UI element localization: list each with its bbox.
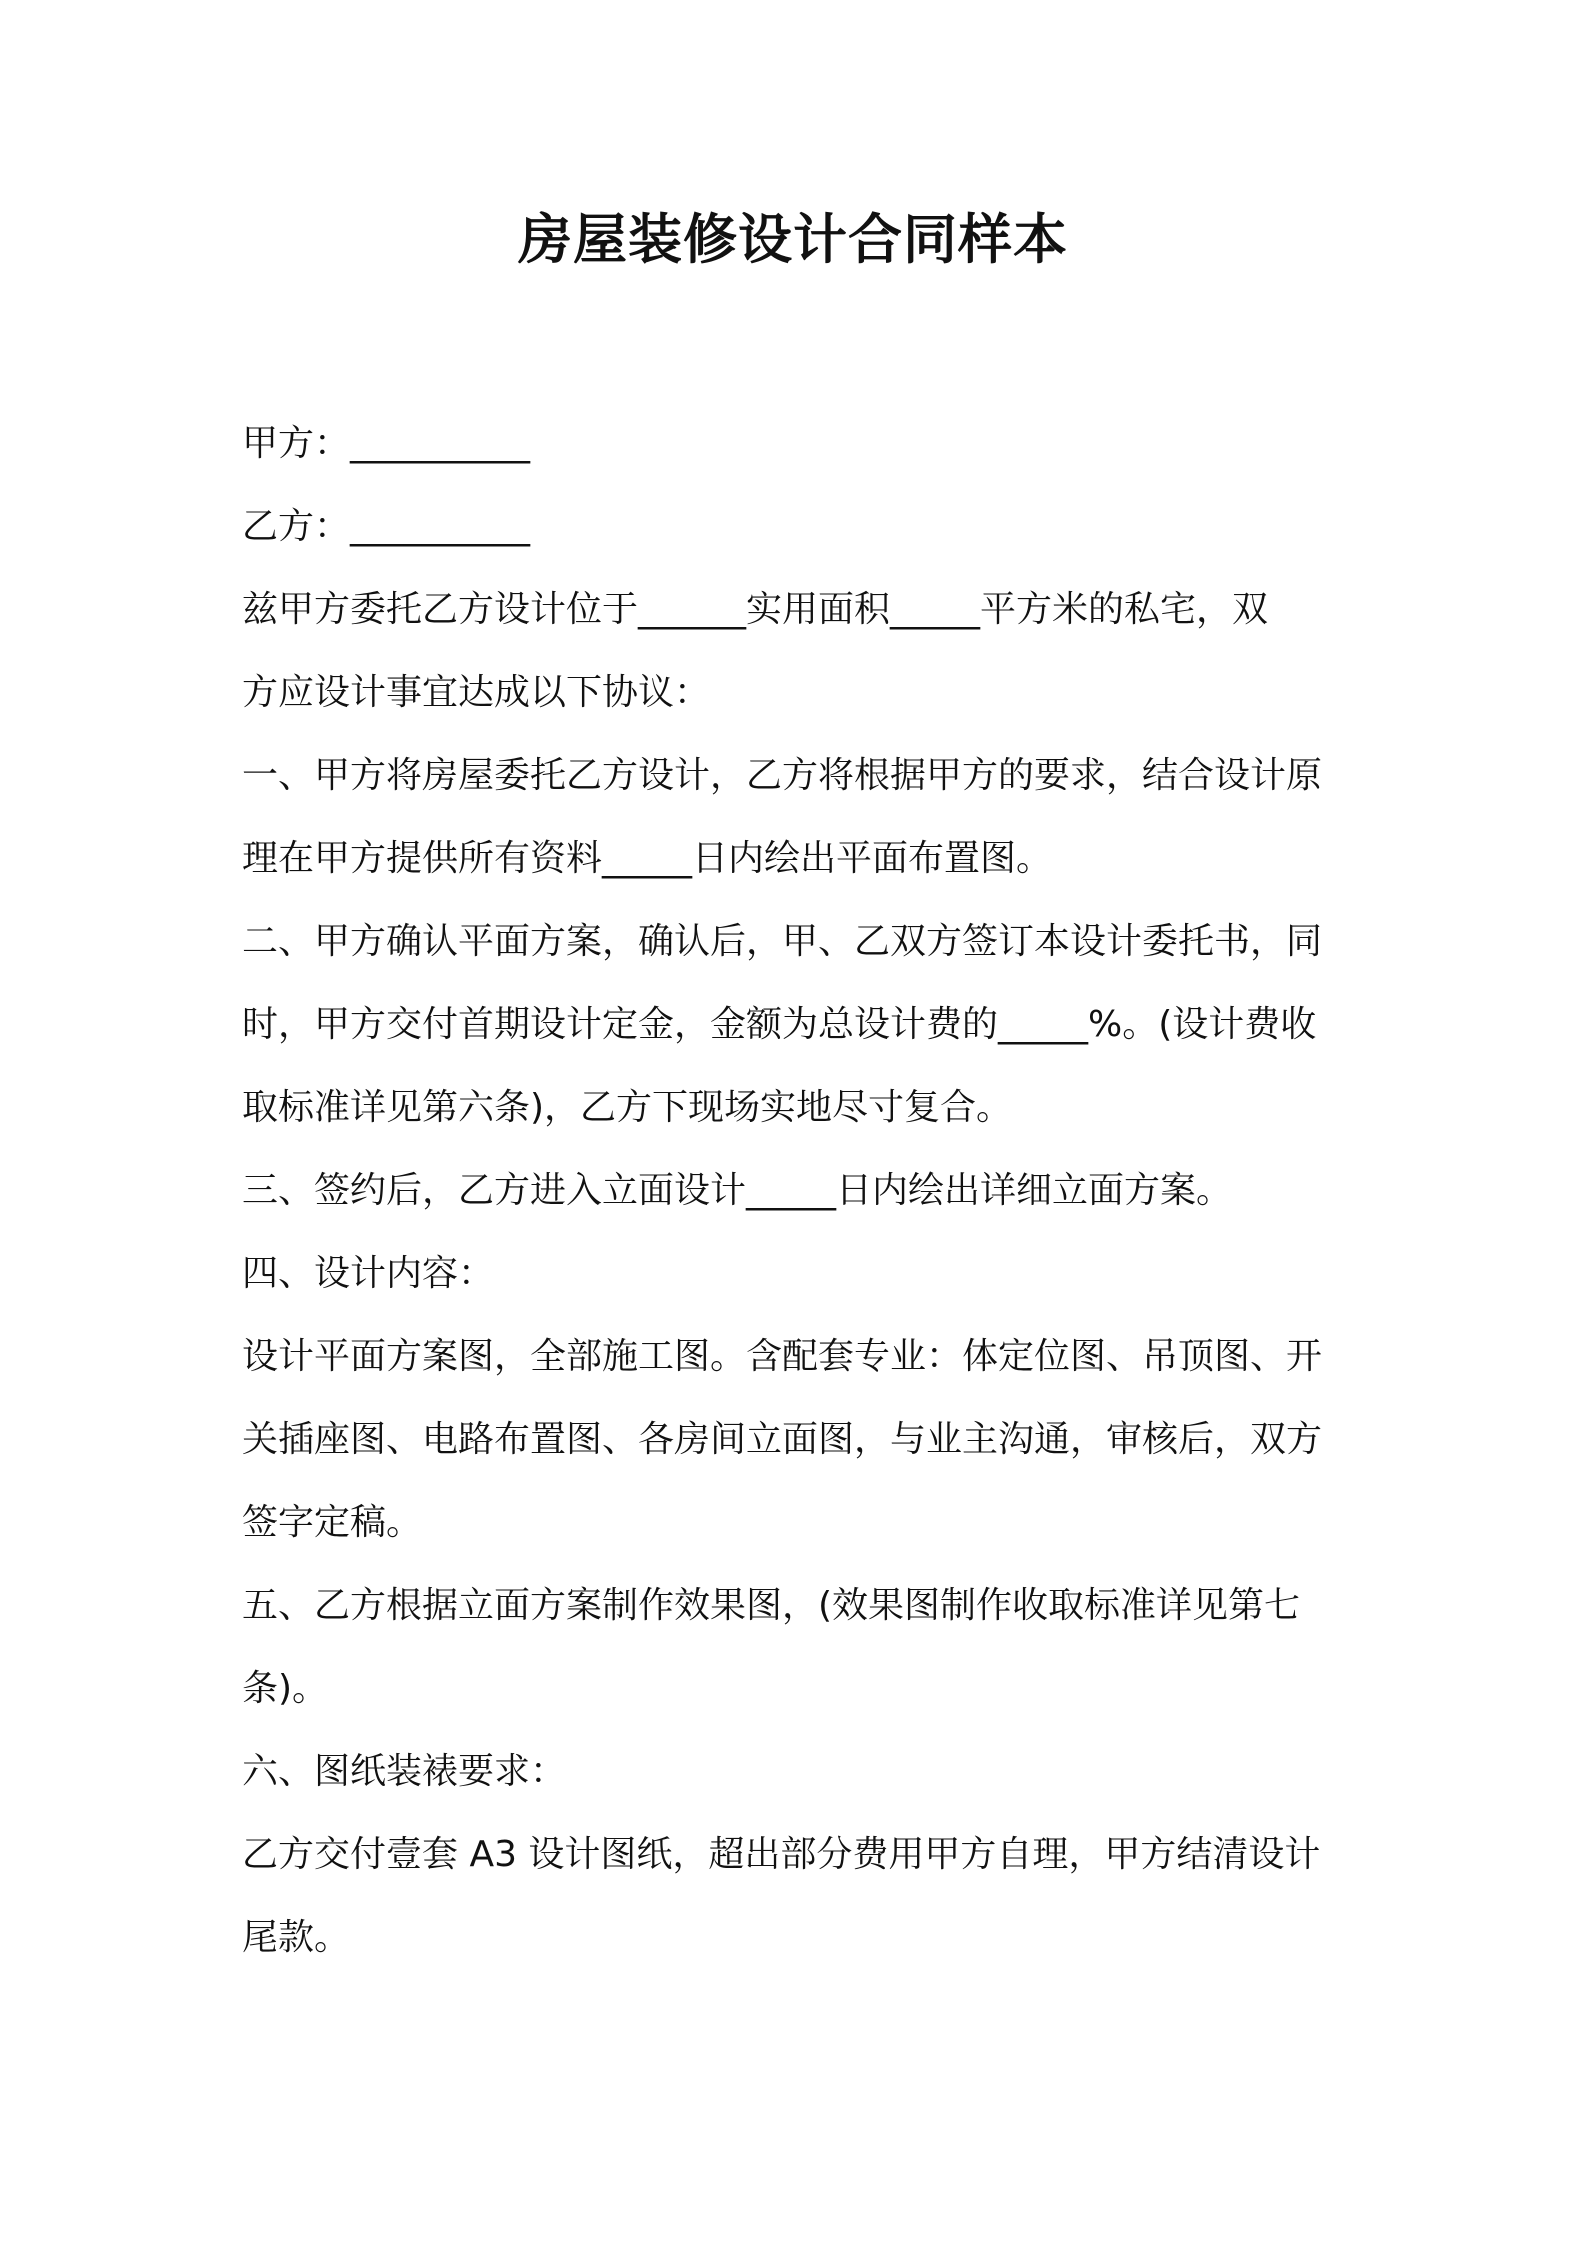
clause-4-line-3: 签字定稿。 [242, 1502, 423, 1543]
clause-2-line-1: 二、甲方确认平面方案，确认后，甲、乙双方签订本设计委托书，同 [242, 921, 1323, 962]
clause-5-line-2: 条)。 [242, 1668, 329, 1709]
clause-1-line-1: 一、甲方将房屋委托乙方设计，乙方将根据甲方的要求，结合设计原 [242, 755, 1323, 796]
party-a-line: 甲方：__________ [242, 423, 531, 464]
clause-4-line-1: 设计平面方案图，全部施工图。含配套专业：体定位图、吊顶图、开 [242, 1336, 1323, 1377]
clause-2-line-2: 时，甲方交付首期设计定金，金额为总设计费的_____%。(设计费收 [242, 1004, 1317, 1045]
clause-3-line-1: 三、签约后，乙方进入立面设计_____日内绘出详细立面方案。 [242, 1170, 1233, 1211]
clause-4-line-2: 关插座图、电路布置图、各房间立面图，与业主沟通，审核后，双方 [242, 1419, 1323, 1460]
party-b-line: 乙方：__________ [242, 506, 531, 547]
clause-1-line-2: 理在甲方提供所有资料_____日内绘出平面布置图。 [242, 838, 1053, 879]
clause-6-heading: 六、图纸装裱要求： [242, 1751, 567, 1792]
clause-6-line-1: 乙方交付壹套 A3 设计图纸，超出部分费用甲方自理，甲方结清设计 [242, 1834, 1321, 1875]
preamble-line-1: 兹甲方委托乙方设计位于______实用面积_____平方米的私宅，双 [242, 589, 1269, 630]
document-body [242, 402, 1362, 1979]
clause-5-line-1: 五、乙方根据立面方案制作效果图，(效果图制作收取标准详见第七 [242, 1585, 1301, 1626]
document-title: 房屋装修设计合同样本 [518, 208, 1068, 271]
clause-2-line-3: 取标准详见第六条)，乙方下现场实地尽寸复合。 [242, 1087, 1013, 1128]
clause-4-heading: 四、设计内容： [242, 1253, 495, 1294]
preamble-line-2: 方应设计事宜达成以下协议： [242, 672, 711, 713]
clause-6-line-2: 尾款。 [242, 1917, 351, 1958]
